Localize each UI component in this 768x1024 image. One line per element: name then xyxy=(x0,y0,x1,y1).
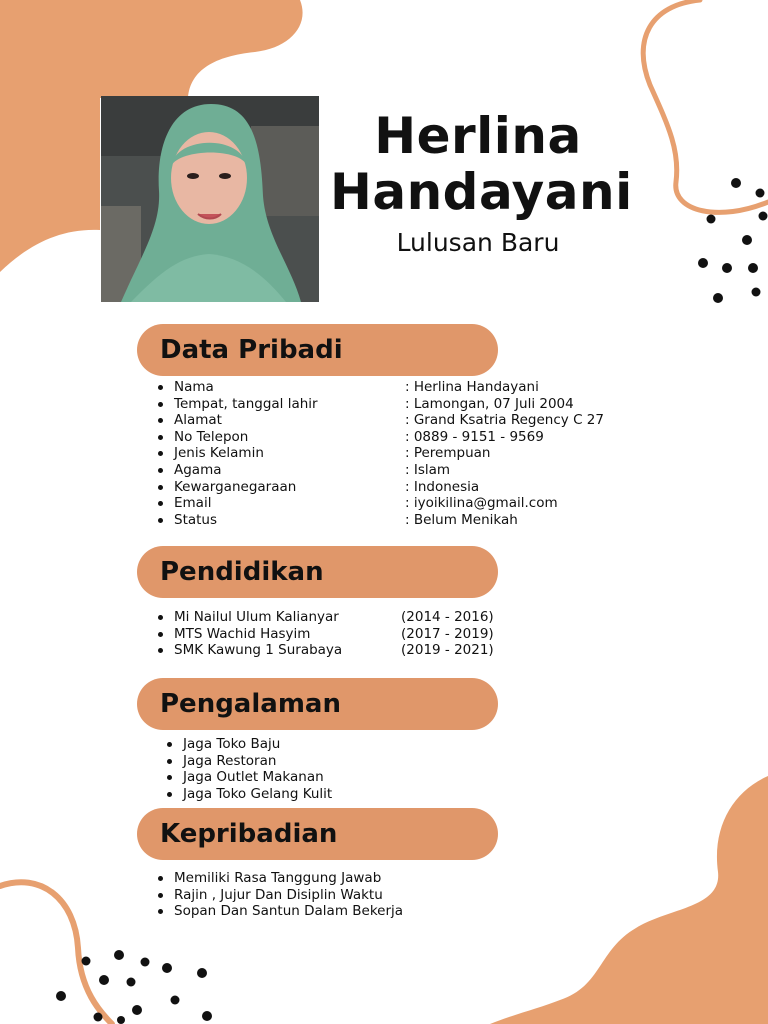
list-item xyxy=(174,642,514,659)
education-list xyxy=(174,609,514,659)
school-name: MTS Wachid Hasyim xyxy=(174,625,311,642)
list-item: Jaga Restoran xyxy=(183,753,483,770)
top-right-dots xyxy=(698,178,768,303)
subtitle: Lulusan Baru xyxy=(396,228,560,257)
list-item xyxy=(174,379,634,396)
section-header-personality: Kepribadian xyxy=(137,808,498,860)
name-line-2: Handayani xyxy=(330,163,633,221)
list-item xyxy=(174,495,634,512)
item-value: : Indonesia xyxy=(405,478,480,495)
experience-list xyxy=(183,736,483,802)
list-item xyxy=(174,429,634,446)
item-value: : Perempuan xyxy=(405,445,491,462)
list-item xyxy=(174,396,634,413)
item-value: : Islam xyxy=(405,461,451,478)
section-header-education: Pendidikan xyxy=(137,546,498,598)
school-years: (2017 - 2019) xyxy=(401,625,494,642)
list-item: Memiliki Rasa Tanggung Jawab xyxy=(174,870,474,887)
school-years: (2014 - 2016) xyxy=(401,609,494,625)
school-name: Mi Nailul Ulum Kalianyar xyxy=(174,609,339,625)
profile-photo xyxy=(101,96,319,302)
item-label: No Telepon xyxy=(174,428,249,445)
full-name xyxy=(330,107,633,221)
list-item: Sopan Dan Santun Dalam Bekerja xyxy=(174,903,474,920)
item-value: : Belum Menikah xyxy=(405,511,518,528)
list-item xyxy=(174,626,514,643)
personal-list xyxy=(174,379,634,528)
item-value: : Herlina Handayani xyxy=(405,379,539,395)
list-item: Jaga Outlet Makanan xyxy=(183,769,483,786)
list-item xyxy=(174,479,634,496)
school-name: SMK Kawung 1 Surabaya xyxy=(174,642,343,659)
item-value: : iyoikilina@gmail.com xyxy=(405,495,558,512)
item-value: : 0889 - 9151 - 9569 xyxy=(405,428,544,445)
section-header-personal: Data Pribadi xyxy=(137,324,498,376)
name-line-1: Herlina xyxy=(374,107,582,165)
item-label: Email xyxy=(174,495,212,512)
personality-list xyxy=(174,870,474,920)
item-value: : Lamongan, 07 Juli 2004 xyxy=(405,395,574,412)
bottom-right-blob xyxy=(490,776,768,1024)
school-years: (2019 - 2021) xyxy=(401,642,494,659)
list-item: Rajin , Jujur Dan Disiplin Waktu xyxy=(174,887,474,904)
item-label: Status xyxy=(174,511,218,528)
list-item xyxy=(174,445,634,462)
list-item xyxy=(174,609,514,626)
list-item xyxy=(174,462,634,479)
list-item xyxy=(174,412,634,429)
list-item: Jaga Toko Baju xyxy=(183,736,483,753)
item-label: Tempat, tanggal lahir xyxy=(174,395,318,412)
item-label: Kewarganegaraan xyxy=(174,478,297,495)
item-label: Alamat xyxy=(174,412,222,429)
list-item xyxy=(174,512,634,529)
item-label: Jenis Kelamin xyxy=(174,445,264,462)
section-header-experience: Pengalaman xyxy=(137,678,498,730)
item-value: : Grand Ksatria Regency C 27 xyxy=(405,412,604,429)
list-item: Jaga Toko Gelang Kulit xyxy=(183,786,483,803)
bottom-left-curve xyxy=(0,882,112,1024)
top-right-loop xyxy=(643,0,768,212)
item-label: Agama xyxy=(174,461,222,478)
item-label: Nama xyxy=(174,379,214,395)
